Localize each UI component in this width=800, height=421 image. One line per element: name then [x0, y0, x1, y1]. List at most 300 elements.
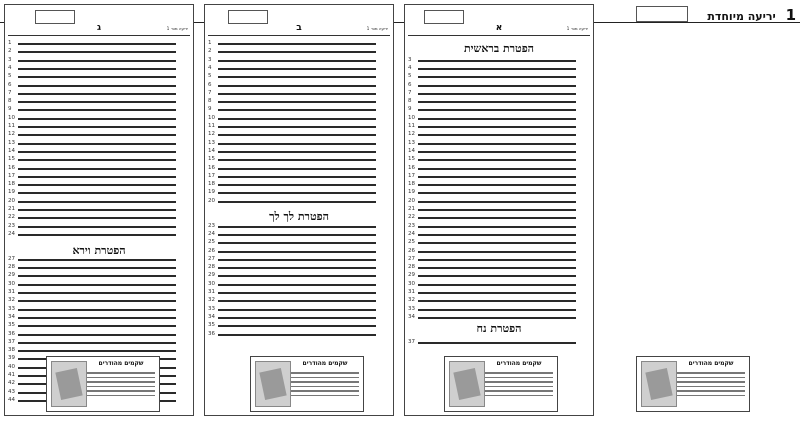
line-number: 44 [8, 396, 15, 403]
text-line [8, 73, 190, 81]
badge-title: שקמים מהודרים [302, 360, 348, 367]
text-line-ink [18, 51, 176, 53]
text-line-ink [218, 284, 376, 286]
line-number: 12 [408, 131, 415, 138]
line-number: 3 [8, 56, 12, 63]
line-number: 15 [408, 156, 415, 163]
text-line [408, 123, 590, 131]
text-line [8, 98, 190, 106]
line-number: 6 [8, 81, 12, 88]
text-line-ink [18, 275, 176, 277]
header-gimel [8, 24, 190, 36]
line-number: 22 [408, 214, 415, 221]
text-line [8, 123, 190, 131]
line-number: 15 [208, 156, 215, 163]
badge-fine-print [291, 369, 359, 399]
text-line-ink [218, 159, 376, 161]
text-line [208, 314, 390, 322]
text-line [8, 48, 190, 56]
text-line-ink [18, 43, 176, 45]
text-line [208, 223, 390, 231]
line-number: 11 [408, 123, 415, 129]
seal-image-icon [449, 361, 485, 407]
text-line [8, 206, 190, 214]
text-line [208, 90, 390, 98]
line-number: 35 [8, 322, 15, 329]
line-number: 30 [408, 280, 415, 287]
text-line [8, 297, 190, 305]
line-number: 27 [8, 255, 15, 262]
badge-title: שקמים מהודרים [688, 360, 734, 367]
text-line-ink [418, 284, 576, 286]
text-line [408, 272, 590, 280]
column-letter-bet: ב [296, 23, 302, 33]
line-number: 26 [408, 247, 415, 254]
text-line [8, 214, 190, 222]
text-line-ink [418, 342, 576, 344]
text-line-ink [18, 192, 176, 194]
line-number: 2 [8, 48, 12, 55]
text-line-ink [18, 109, 176, 111]
line-number: 12 [8, 131, 15, 138]
header-small-bet: יריעה מס׳ 1 [366, 26, 388, 31]
text-line-ink [18, 284, 176, 286]
text-line-ink [418, 300, 576, 302]
line-number: 4 [408, 64, 412, 71]
text-line [408, 248, 590, 256]
text-line [408, 165, 590, 173]
text-line-ink [18, 85, 176, 87]
text-line [8, 264, 190, 272]
line-number: 8 [208, 98, 212, 105]
text-line [208, 115, 390, 123]
badge-right [636, 356, 750, 412]
line-number: 14 [8, 147, 15, 154]
line-number: 33 [208, 305, 215, 312]
line-number: 11 [208, 123, 215, 129]
text-line [208, 65, 390, 73]
line-number: 42 [8, 380, 15, 387]
line-number: 3 [408, 56, 412, 63]
text-line-ink [218, 192, 376, 194]
line-number: 30 [208, 280, 215, 287]
text-line-ink [418, 209, 576, 211]
line-number: 13 [408, 139, 415, 146]
badge-alef [444, 356, 558, 412]
header-small-gimel: יריעה מס׳ 1 [166, 26, 188, 31]
text-line-ink [218, 143, 376, 145]
text-line-ink [18, 317, 176, 319]
text-line-ink [418, 60, 576, 62]
text-line-ink [418, 259, 576, 261]
text-line-ink [18, 176, 176, 178]
text-line-ink [18, 60, 176, 62]
line-number: 38 [8, 347, 15, 354]
mini-label-right [636, 6, 688, 22]
line-number: 33 [8, 305, 15, 312]
text-line-ink [418, 267, 576, 269]
text-line-ink [418, 176, 576, 178]
line-number: 10 [8, 114, 15, 121]
text-line-ink [418, 226, 576, 228]
text-line-ink [18, 159, 176, 161]
text-line [8, 306, 190, 314]
text-line-ink [418, 143, 576, 145]
section-title-noach: הפטרת נח [476, 322, 522, 335]
badge-fine-print [677, 369, 745, 399]
text-line-ink [218, 334, 376, 336]
text-line [208, 173, 390, 181]
text-line [8, 106, 190, 114]
text-line [208, 272, 390, 280]
line-number: 28 [408, 264, 415, 271]
badge-fine-print [87, 369, 155, 399]
line-number: 9 [8, 106, 12, 113]
line-number: 29 [408, 272, 415, 279]
text-line [8, 156, 190, 164]
line-number: 35 [208, 322, 215, 329]
line-number: 28 [208, 264, 215, 271]
line-number: 31 [208, 289, 215, 295]
line-number: 43 [8, 388, 15, 395]
line-number: 12 [208, 131, 215, 138]
text-block-alef [408, 40, 590, 350]
text-line-ink [218, 259, 376, 261]
line-number: 32 [8, 297, 15, 304]
text-line-ink [18, 226, 176, 228]
line-number: 13 [208, 139, 215, 146]
text-line-ink [218, 109, 376, 111]
text-line [208, 297, 390, 305]
line-number: 30 [8, 280, 15, 287]
text-line [408, 198, 590, 206]
text-line [408, 148, 590, 156]
text-line [408, 256, 590, 264]
text-line-ink [18, 309, 176, 311]
text-line [208, 239, 390, 247]
line-number: 8 [8, 98, 12, 105]
header-small-alef: יריעה מס׳ 1 [566, 26, 588, 31]
text-line [208, 248, 390, 256]
text-line-ink [18, 101, 176, 103]
text-line [8, 339, 190, 347]
line-number: 40 [8, 363, 15, 370]
text-line-ink [218, 275, 376, 277]
text-block-gimel [8, 40, 190, 410]
text-line-ink [418, 317, 576, 319]
text-line [208, 123, 390, 131]
text-line-ink [418, 68, 576, 70]
text-line [8, 256, 190, 264]
text-line [408, 306, 590, 314]
column-letter-alef: א [495, 23, 503, 33]
text-line [8, 140, 190, 148]
section-title-bereshit: הפטרת בראשית [463, 42, 535, 55]
line-number: 27 [408, 255, 415, 262]
text-line-ink [218, 292, 376, 294]
text-line-ink [218, 267, 376, 269]
text-line-ink [218, 118, 376, 120]
text-line-ink [18, 134, 176, 136]
line-number: 11 [8, 123, 15, 129]
text-line-ink [18, 334, 176, 336]
text-line-ink [218, 201, 376, 203]
line-number: 21 [8, 206, 15, 212]
text-line [408, 82, 590, 90]
text-line [8, 281, 190, 289]
text-line [408, 239, 590, 247]
line-number: 20 [408, 197, 415, 204]
line-number: 9 [408, 106, 412, 113]
text-line-ink [18, 267, 176, 269]
line-number: 41 [8, 372, 15, 378]
text-line-ink [418, 251, 576, 253]
text-line [408, 57, 590, 65]
text-line-ink [218, 309, 376, 311]
text-line [208, 57, 390, 65]
text-line-ink [18, 93, 176, 95]
text-line [8, 347, 190, 355]
text-line [408, 131, 590, 139]
text-line [408, 223, 590, 231]
text-line-ink [418, 101, 576, 103]
text-line [208, 181, 390, 189]
line-number: 18 [408, 181, 415, 188]
text-line-ink [218, 134, 376, 136]
line-number: 14 [408, 147, 415, 154]
line-number: 34 [408, 313, 415, 320]
line-number: 24 [8, 230, 15, 237]
column-letter-gimel: ג [96, 23, 102, 33]
text-line [8, 40, 190, 48]
text-line [208, 131, 390, 139]
line-number: 19 [408, 189, 415, 196]
text-line [408, 314, 590, 322]
text-line [8, 331, 190, 339]
text-line-ink [218, 176, 376, 178]
text-line [408, 214, 590, 222]
text-line [408, 115, 590, 123]
text-line [8, 131, 190, 139]
text-line [208, 82, 390, 90]
text-line-ink [218, 325, 376, 327]
line-number: 32 [408, 297, 415, 304]
text-line-ink [218, 93, 376, 95]
line-number: 5 [208, 73, 212, 80]
text-line-ink [218, 126, 376, 128]
header-bet [208, 24, 390, 36]
text-line [408, 156, 590, 164]
mini-label-alef [424, 10, 464, 24]
line-number: 16 [8, 164, 15, 171]
text-line-ink [218, 317, 376, 319]
line-number: 9 [208, 106, 212, 113]
line-number: 21 [408, 206, 415, 212]
mini-label-bet [228, 10, 268, 24]
text-line-ink [18, 300, 176, 302]
text-line [208, 264, 390, 272]
text-line [208, 40, 390, 48]
line-number: 17 [208, 172, 215, 179]
line-number: 7 [8, 89, 12, 96]
line-number: 19 [208, 189, 215, 196]
text-line-ink [218, 234, 376, 236]
text-line [208, 331, 390, 339]
text-line-ink [18, 259, 176, 261]
text-line-ink [418, 292, 576, 294]
badge-gimel [46, 356, 160, 412]
text-line-ink [218, 251, 376, 253]
line-number: 2 [208, 48, 212, 55]
line-number: 17 [8, 172, 15, 179]
text-line [208, 165, 390, 173]
text-line-ink [418, 309, 576, 311]
line-number: 22 [8, 214, 15, 221]
text-line-ink [218, 51, 376, 53]
line-number: 3 [208, 56, 212, 63]
text-line-ink [18, 292, 176, 294]
line-number: 20 [208, 197, 215, 204]
text-line [408, 289, 590, 297]
badge-bet [250, 356, 364, 412]
line-number: 14 [208, 147, 215, 154]
text-line [208, 306, 390, 314]
line-number: 26 [208, 247, 215, 254]
line-number: 31 [8, 289, 15, 295]
text-line-ink [218, 76, 376, 78]
text-line [208, 73, 390, 81]
line-number: 8 [408, 98, 412, 105]
line-number: 19 [8, 189, 15, 196]
text-line [408, 281, 590, 289]
text-line-ink [418, 201, 576, 203]
line-number: 4 [208, 64, 212, 71]
line-number: 39 [8, 355, 15, 362]
text-line [8, 173, 190, 181]
text-line-ink [418, 151, 576, 153]
text-line-ink [218, 184, 376, 186]
text-line [208, 156, 390, 164]
text-line [208, 256, 390, 264]
text-line [208, 231, 390, 239]
seal-image-icon [641, 361, 677, 407]
text-line-ink [218, 101, 376, 103]
text-line [408, 231, 590, 239]
text-line [8, 231, 190, 239]
text-line [8, 90, 190, 98]
text-line-ink [218, 168, 376, 170]
line-number: 29 [208, 272, 215, 279]
text-line [208, 106, 390, 114]
line-number: 36 [208, 330, 215, 337]
text-line-ink [18, 68, 176, 70]
text-line [8, 181, 190, 189]
text-line-ink [18, 143, 176, 145]
line-number: 6 [408, 81, 412, 88]
line-number: 16 [208, 164, 215, 171]
line-number: 10 [208, 114, 215, 121]
text-line [408, 173, 590, 181]
line-number: 27 [208, 255, 215, 262]
text-line [208, 289, 390, 297]
line-number: 18 [8, 181, 15, 188]
text-line [208, 281, 390, 289]
text-line-ink [18, 234, 176, 236]
line-number: 1 [8, 40, 12, 46]
text-line [8, 115, 190, 123]
text-line-ink [418, 168, 576, 170]
line-number: 4 [8, 64, 12, 71]
text-line-ink [218, 226, 376, 228]
text-line [8, 198, 190, 206]
text-line [408, 206, 590, 214]
text-line [408, 73, 590, 81]
text-line [8, 148, 190, 156]
line-number: 37 [8, 338, 15, 345]
line-number: 5 [408, 73, 412, 80]
line-number: 23 [8, 222, 15, 229]
text-line-ink [218, 68, 376, 70]
text-line-ink [418, 85, 576, 87]
text-line [8, 65, 190, 73]
text-line-ink [418, 275, 576, 277]
line-number: 34 [8, 313, 15, 320]
text-line-ink [218, 300, 376, 302]
text-line-ink [418, 234, 576, 236]
line-number: 20 [8, 197, 15, 204]
line-number: 16 [408, 164, 415, 171]
text-line-ink [18, 168, 176, 170]
text-line-ink [18, 76, 176, 78]
line-number: 33 [408, 305, 415, 312]
text-line-ink [18, 217, 176, 219]
text-line-ink [18, 184, 176, 186]
text-line [208, 322, 390, 330]
text-line-ink [418, 76, 576, 78]
text-line-ink [218, 43, 376, 45]
sheet-number: 1 [785, 6, 796, 24]
section-title-lech-lecha: הפטרת לך לך [269, 210, 329, 223]
line-number: 23 [208, 222, 215, 229]
text-block-bet [208, 40, 390, 340]
text-line [208, 189, 390, 197]
line-number: 13 [8, 139, 15, 146]
text-line [408, 189, 590, 197]
line-number: 5 [8, 73, 12, 80]
text-line-ink [18, 201, 176, 203]
badge-title: שקמים מהודרים [98, 360, 144, 367]
text-line [408, 264, 590, 272]
text-line-ink [418, 109, 576, 111]
line-number: 25 [208, 239, 215, 246]
text-line-ink [418, 93, 576, 95]
text-line-ink [418, 184, 576, 186]
text-line [408, 339, 590, 347]
text-line [8, 82, 190, 90]
text-line-ink [418, 192, 576, 194]
text-line-ink [418, 242, 576, 244]
line-number: 1 [208, 40, 212, 46]
text-line [8, 57, 190, 65]
line-number: 6 [208, 81, 212, 88]
line-number: 32 [208, 297, 215, 304]
section-title-vayera: הפטרת וירא [72, 244, 126, 257]
line-number: 24 [408, 230, 415, 237]
text-line-ink [218, 151, 376, 153]
text-line [208, 198, 390, 206]
line-number: 25 [408, 239, 415, 246]
text-line-ink [418, 126, 576, 128]
